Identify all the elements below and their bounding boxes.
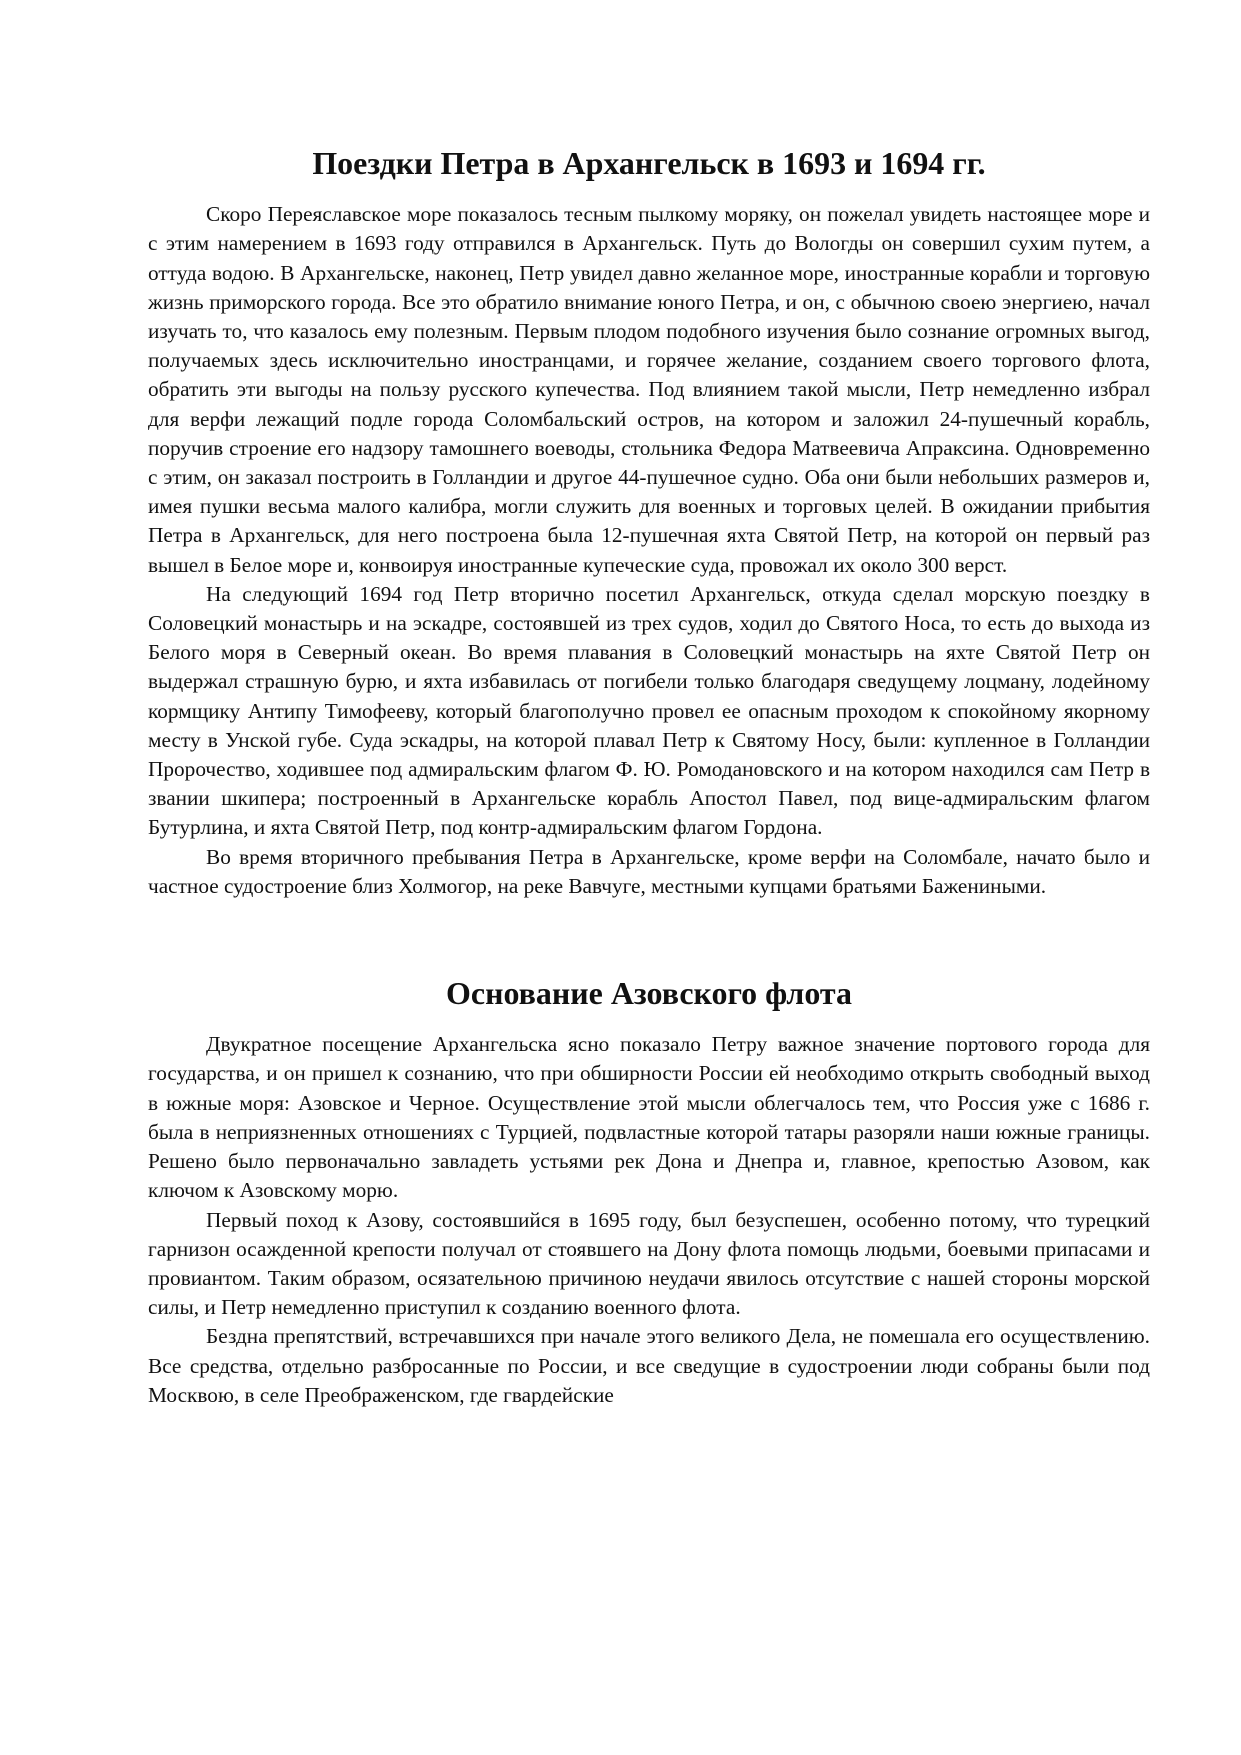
section-spacer [148, 901, 1150, 979]
paragraph: Скоро Переяславское море показалось тесным пылкому моряку, он пожелал увидеть настоящее море и с этим намерением в 1693 году отправился в Архангельск. Путь до Вологды он совершил сухим путем, а оттуда водою. В Архангельске, наконец, Петр увидел давно желанное море, иностранные корабли и торговую жизнь приморского города. Все это обратило внимание юного Петра, и он, с обычною своею энергиею, начал изучать то, что казалось ему полезным. Первым плодом подобного изучения было сознание огромных выгод, получаемых здесь исключительно иностранцами, и горячее желание, созданием своего торгового флота, обратить эти выгоды на пользу русского купечества. Под влиянием такой мысли, Петр немедленно избрал для верфи лежащий подле города Соломбальский остров, на котором и заложил 24-пушечный корабль, поручив строение его надзору тамошнего воеводы, стольника Федора Матвеевича Апраксина. Одновременно с этим, он заказал построить в Голландии и другое 44-пушечное судно. Оба они были небольших размеров и, имея пушки весьма малого калибра, могли служить для военных и торговых целей. В ожидании прибытия Петра в Архангельск, для него построена была 12-пушечная яхта Святой Петр, на которой он первый раз вышел в Белое море и, конвоируя иностранные купеческие суда, провожал их около 300 верст. [148, 202, 1150, 577]
paragraph: Двукратное посещение Архангельска ясно показало Петру важное значение портового города для государства, и он пришел к сознанию, что при обширности России ей необходимо открыть свободный выход в южные моря: Азовское и Черное. Осуществление этой мысли облегчалось тем, что Россия уже с 1686 г. была в неприязненных отношениях с Турцией, подвластные которой татары разоряли наши южные границы. Решено было первоначально завладеть устьями рек Дона и Днепра и, главное, крепостью Азовом, как ключом к Азовскому морю. [148, 1032, 1150, 1203]
paragraph: Бездна препятствий, встречавшихся при начале этого великого Дела, не помешала его осуществлению. Все средства, отдельно разбросанные по России, и все сведущие в судостроении люди собраны были под Москвою, в селе Преображенском, где гвардейские [148, 1324, 1150, 1407]
paragraph: Первый поход к Азову, состоявшийся в 1695 году, был безуспешен, особенно потому, что турецкий гарнизон осажденной крепости получал от стоявшего на Дону флота помощь людьми, боевыми припасами и провиантом. Таким образом, осязательною причиною неудачи явилось отсутствие с нашей стороны морской силы, и Петр немедленно приступил к созданию военного флота. [148, 1207, 1150, 1320]
section-title-archangelsk: Поездки Петра в Архангельск в 1693 и 1694 гг. [312, 146, 986, 181]
paragraph: Во время вторичного пребывания Петра в Архангельске, кроме верфи на Соломбале, начато было и частное судостроение близ Холмогор, на реке Вавчуге, местными купцами братьями Бажениными. [148, 844, 1150, 898]
paragraph: На следующий 1694 год Петр вторично посетил Архангельск, откуда сделал морскую поездку в Соловецкий монастырь и на эскадре, состоявшей из трех судов, ходил до Святого Носа, то есть до выхода из Белого моря в Северный океан. Во время плавания в Соловецкий монастырь на яхте Святой Петр он выдержал страшную бурю, и яхта избавилась от погибели только благодаря сведущему лоцману, лодейному кормщику Антипу Тимофееву, который благополучно провел ее опасным проходом к спокойному якорному месту в Унской губе. Суда эскадры, на которой плавал Петр к Святому Носу, были: купленное в Голландии Пророчество, ходившее под адмиральским флагом Ф. Ю. Ромодановского и на котором находился сам Петр в звании шкипера; построенный в Архангельске корабль Апостол Павел, под вице-адмиральским флагом Бутурлина, и яхта Святой Петр, под контр-адмиральским флагом Гордона. [148, 581, 1150, 840]
document-page [148, 128, 1150, 1410]
section-title-azov-fleet: Основание Азовского флота [446, 976, 852, 1012]
